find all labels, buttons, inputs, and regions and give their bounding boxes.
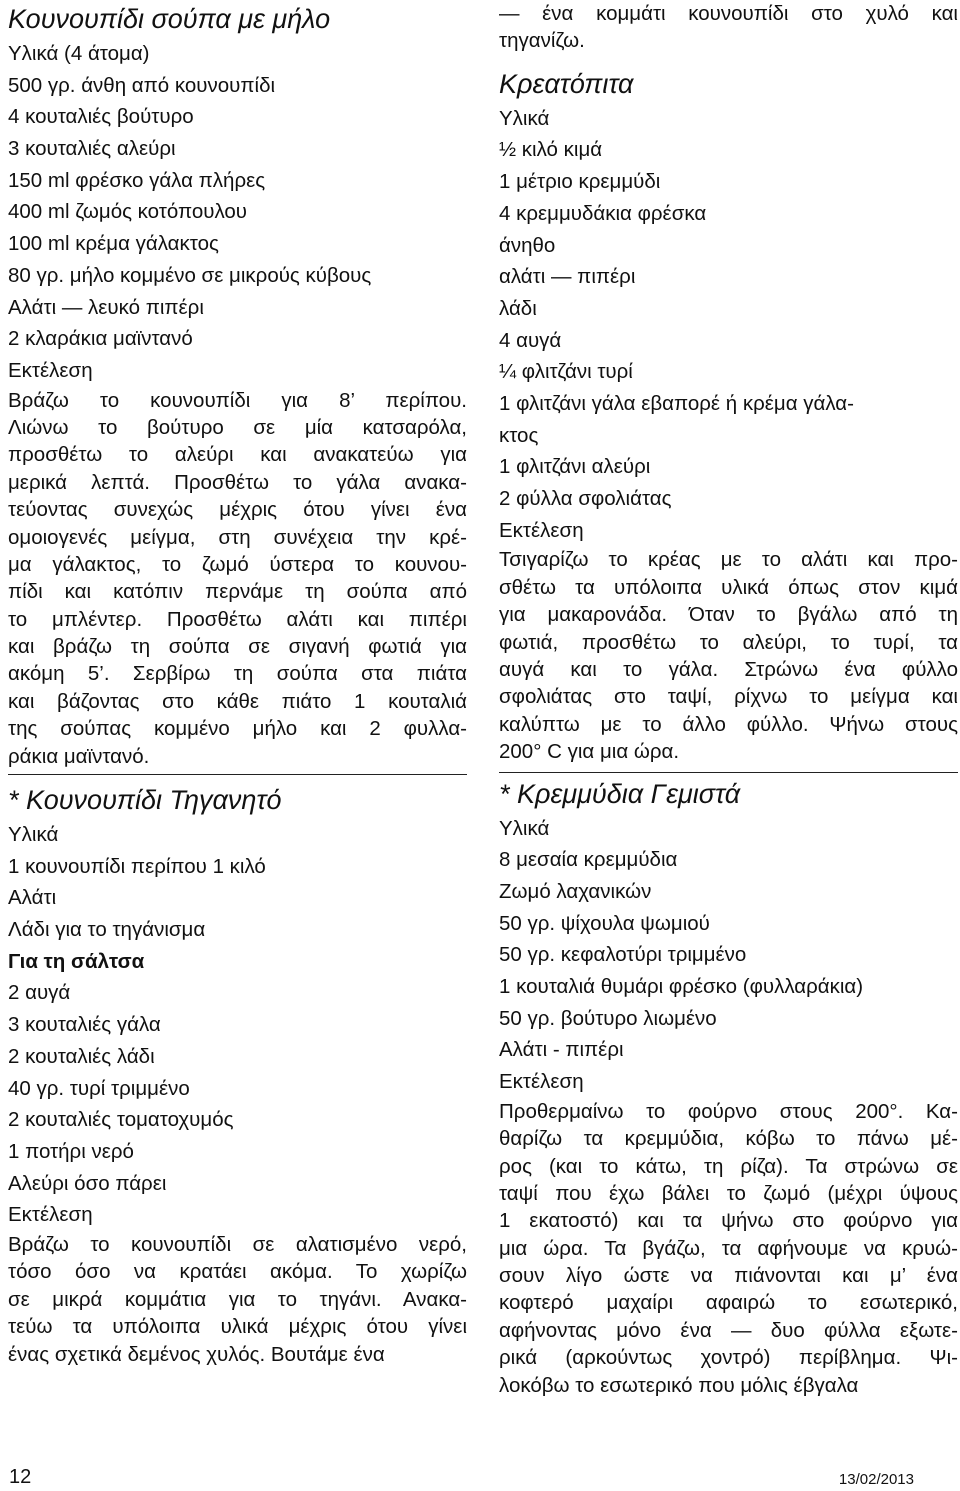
method-line: κοφτερό μαχαίρι αφαιρώ το εσωτερικό,: [499, 1291, 958, 1315]
ingredient-item: 2 φύλλα σφολιάτας: [499, 487, 672, 511]
method-line: ρικά (αρκούντως χοντρό) περίβλημα. Ψι-: [499, 1346, 958, 1370]
method-line: τόσο όσο να κρατάει ακόμα. Το χωρίζω: [8, 1260, 467, 1284]
method-line: 200° C για μια ώρα.: [499, 740, 680, 764]
method-line: τεύοντας συνεχώς μέχρις ότου γίνει ένα: [8, 498, 467, 522]
ingredient-item: 1 κουνουπίδι περίπου 1 κιλό: [8, 854, 266, 878]
page-date: 13/02/2013: [838, 1471, 914, 1488]
method-line: σθέτω τα υπόλοιπα υλικά όπως στον κιμά: [499, 575, 958, 599]
method-line: μερικά λεπτά. Προσθέτω το γάλα ανακα-: [8, 470, 467, 494]
ingredient-item: 1 φλιτζάνι γάλα εβαπορέ ή κρέμα γάλα-: [499, 391, 854, 415]
ingredient-item: 2 κουταλιές τοματοχυμός: [8, 1108, 234, 1132]
ingredient-item: λάδι: [499, 296, 537, 320]
ingredient-item: 4 κουταλιές βούτυρο: [8, 105, 194, 129]
ingredients-heading: Υλικά: [8, 823, 59, 847]
right-column: [499, 0, 958, 1399]
method-heading: Εκτέλεση: [8, 358, 93, 382]
ingredient-item: 1 ποτήρι νερό: [8, 1139, 134, 1163]
sauce-heading: Για τη σάλτσα: [8, 949, 145, 973]
ingredient-item: 3 κουταλιές αλεύρι: [8, 137, 176, 161]
continued-text: [499, 0, 958, 55]
method-text: [499, 546, 958, 765]
ingredients-heading: Υλικά (4 άτομα): [8, 42, 150, 65]
method-line: της σούπας κομμένο μήλο και 2 φυλλα-: [8, 717, 467, 741]
ingredients-heading: Υλικά: [499, 816, 550, 840]
ingredients-heading: Υλικά: [499, 106, 550, 130]
ingredient-item: Αλάτι: [8, 886, 57, 910]
ingredient-item: 80 γρ. μήλο κομμένο σε μικρούς κύβους: [8, 263, 372, 287]
ingredient-item: κτος: [499, 423, 539, 447]
ingredient-item: 400 ml ζωμός κοτόπουλου: [8, 200, 248, 224]
ingredient-item: 1 κουταλιά θυμάρι φρέσκο (φυλλαράκια): [499, 974, 864, 998]
ingredients-list: [8, 851, 467, 946]
ingredients-list: [499, 134, 958, 514]
ingredient-item: 1 φλιτζάνι αλεύρι: [499, 455, 651, 479]
method-line: ακόμη 5’. Σερβίρω τη σούπα στα πιάτα: [8, 662, 467, 686]
method-line: λοκόβω το εσωτερικό που μόλις έβγαλα: [499, 1373, 859, 1397]
method-line: τεύω τα υπόλοιπα υλικά μέχρις ότου γίνει: [8, 1315, 467, 1339]
method-line: μια ώρα. Τα βγάζω, τα αφήνουμε να κρυώ-: [499, 1236, 958, 1260]
ingredient-item: ¼ φλιτζάνι τυρί: [499, 360, 633, 384]
method-line: θαρίζω τα κρεμμύδια, κόβω το πάνω μέ-: [499, 1127, 958, 1151]
ingredient-item: 150 ml φρέσκο γάλα πλήρες: [8, 168, 266, 192]
ingredient-item: 50 γρ. ψίχουλα ψωμιού: [499, 911, 710, 935]
method-heading: Εκτέλεση: [499, 518, 584, 542]
ingredient-item: 2 κλαράκια μαϊντανό: [8, 327, 193, 351]
method-line: Βράζω το κουνουπίδι για 8’ περίπου.: [8, 388, 467, 412]
ingredient-item: Αλάτι - πιπέρι: [499, 1038, 624, 1062]
sauce-ingredients-list: [8, 977, 467, 1199]
continued-line: — ένα κομμάτι κουνουπίδι στο χυλό και: [499, 2, 958, 25]
method-line: Βράζω το κουνουπίδι σε αλατισμένο νερό,: [8, 1232, 467, 1256]
method-heading: Εκτέλεση: [8, 1203, 93, 1227]
ingredient-item: 40 γρ. τυρί τριμμένο: [8, 1076, 190, 1100]
recipe-title: Κουνουπίδι σούπα με μήλο: [8, 4, 331, 34]
method-line: για μακαρονάδα. Όταν το βγάλω από τη: [499, 603, 958, 627]
method-line: ταψί που έχω βάλει το ζωμό (μέχρι ύψους: [499, 1181, 958, 1205]
ingredient-item: 50 γρ. βούτυρο λιωμένο: [499, 1006, 717, 1030]
ingredients-list: [8, 70, 467, 355]
ingredient-item: Αλεύρι όσο πάρει: [8, 1171, 167, 1195]
ingredient-item: 2 αυγά: [8, 981, 71, 1005]
recipe-title: Κρεατόπιτα: [499, 68, 634, 99]
ingredient-item: αλάτι — πιπέρι: [499, 265, 636, 289]
ingredient-item: Αλάτι — λευκό πιπέρι: [8, 295, 204, 319]
method-line: και βράζω τη σούπα σε σιγανή φωτιά για: [8, 635, 467, 659]
method-line: ένας σχετικά δεμένος χυλός. Βουτάμε ένα: [8, 1342, 385, 1366]
ingredient-item: 500 γρ. άνθη από κουνουπίδι: [8, 73, 276, 97]
method-line: σουν λίγο ώστε να πιάνονται και μ’ ένα: [499, 1264, 958, 1288]
method-line: σφολιάτας στο ταψί, ρίχνω το μείγμα και: [499, 685, 958, 709]
method-line: αυγά και το γάλα. Στρώνω ένα φύλλο: [499, 657, 958, 681]
method-line: το μπλέντερ. Προσθέτω αλάτι και πιπέρι: [8, 607, 467, 631]
method-text: [8, 387, 467, 770]
method-line: ράκια μαϊντανό.: [8, 744, 150, 768]
section-divider: [499, 772, 958, 773]
method-heading: Εκτέλεση: [499, 1070, 584, 1094]
ingredient-item: 1 μέτριο κρεμμύδι: [499, 170, 661, 194]
ingredient-item: 8 μεσαία κρεμμύδια: [499, 848, 678, 872]
left-column: [8, 0, 467, 1368]
ingredients-list: [499, 844, 958, 1066]
method-line: προσθέτω το αλεύρι και ανακατεύω για: [8, 443, 467, 467]
method-line: ομοιογενές μείγμα, στη συνέχεια την κρέ-: [8, 525, 467, 549]
section-divider: [8, 774, 467, 775]
method-text: [499, 1098, 958, 1399]
method-line: μα γάλακτος, το ζωμό ύστερα το κουνου-: [8, 552, 467, 576]
ingredient-item: 4 αυγά: [499, 328, 562, 352]
ingredient-item: ½ κιλό κιμά: [499, 138, 603, 162]
ingredient-item: Ζωμό λαχανικών: [499, 879, 652, 903]
method-line: και βάζοντας στο κάθε πιάτο 1 κουταλιά: [8, 689, 467, 713]
method-line: καλύπτω με το άλλο φύλλο. Ψήνω στους: [499, 712, 958, 736]
method-line: σε μικρά κομμάτια για το τηγάνι. Ανακα-: [8, 1287, 467, 1311]
ingredient-item: 2 κουταλιές λάδι: [8, 1044, 155, 1068]
ingredient-item: 50 γρ. κεφαλοτύρι τριμμένο: [499, 943, 747, 967]
page-number: 12: [9, 1466, 32, 1488]
ingredient-item: 3 κουταλιές γάλα: [8, 1013, 161, 1037]
method-line: Λιώνω το βούτυρο σε μία κατσαρόλα,: [8, 415, 467, 439]
method-line: Προθερμαίνω το φούρνο στους 200°. Κα-: [499, 1099, 958, 1123]
method-line: πίδι και κατόπιν περνάμε τη σούπα από: [8, 580, 467, 604]
method-line: Τσιγαρίζω το κρέας με το αλάτι και προ-: [499, 548, 958, 572]
recipe-title: * Κουνουπίδι Τηγανητό: [8, 785, 282, 816]
method-line: 1 εκατοστό) και τα ψήνω στο φούρνο για: [499, 1209, 958, 1233]
ingredient-item: άνηθο: [499, 233, 556, 257]
continued-line: τηγανίζω.: [499, 29, 585, 53]
ingredient-item: 4 κρεμμυδάκια φρέσκα: [499, 201, 707, 225]
ingredient-item: 100 ml κρέμα γάλακτος: [8, 232, 219, 256]
method-line: αφήνοντας μόνο ένα — δυο φύλλα εξωτε-: [499, 1318, 958, 1342]
method-line: ρος (και το κάτω, τη ρίζα). Τα στρώνω σε: [499, 1154, 958, 1178]
ingredient-item: Λάδι για το τηγάνισμα: [8, 918, 206, 942]
method-line: φωτιά, προσθέτω το αλεύρι, το τυρί, τα: [499, 630, 958, 654]
recipe-title: * Κρεμμύδια Γεμιστά: [499, 778, 741, 809]
method-text: [8, 1231, 467, 1368]
